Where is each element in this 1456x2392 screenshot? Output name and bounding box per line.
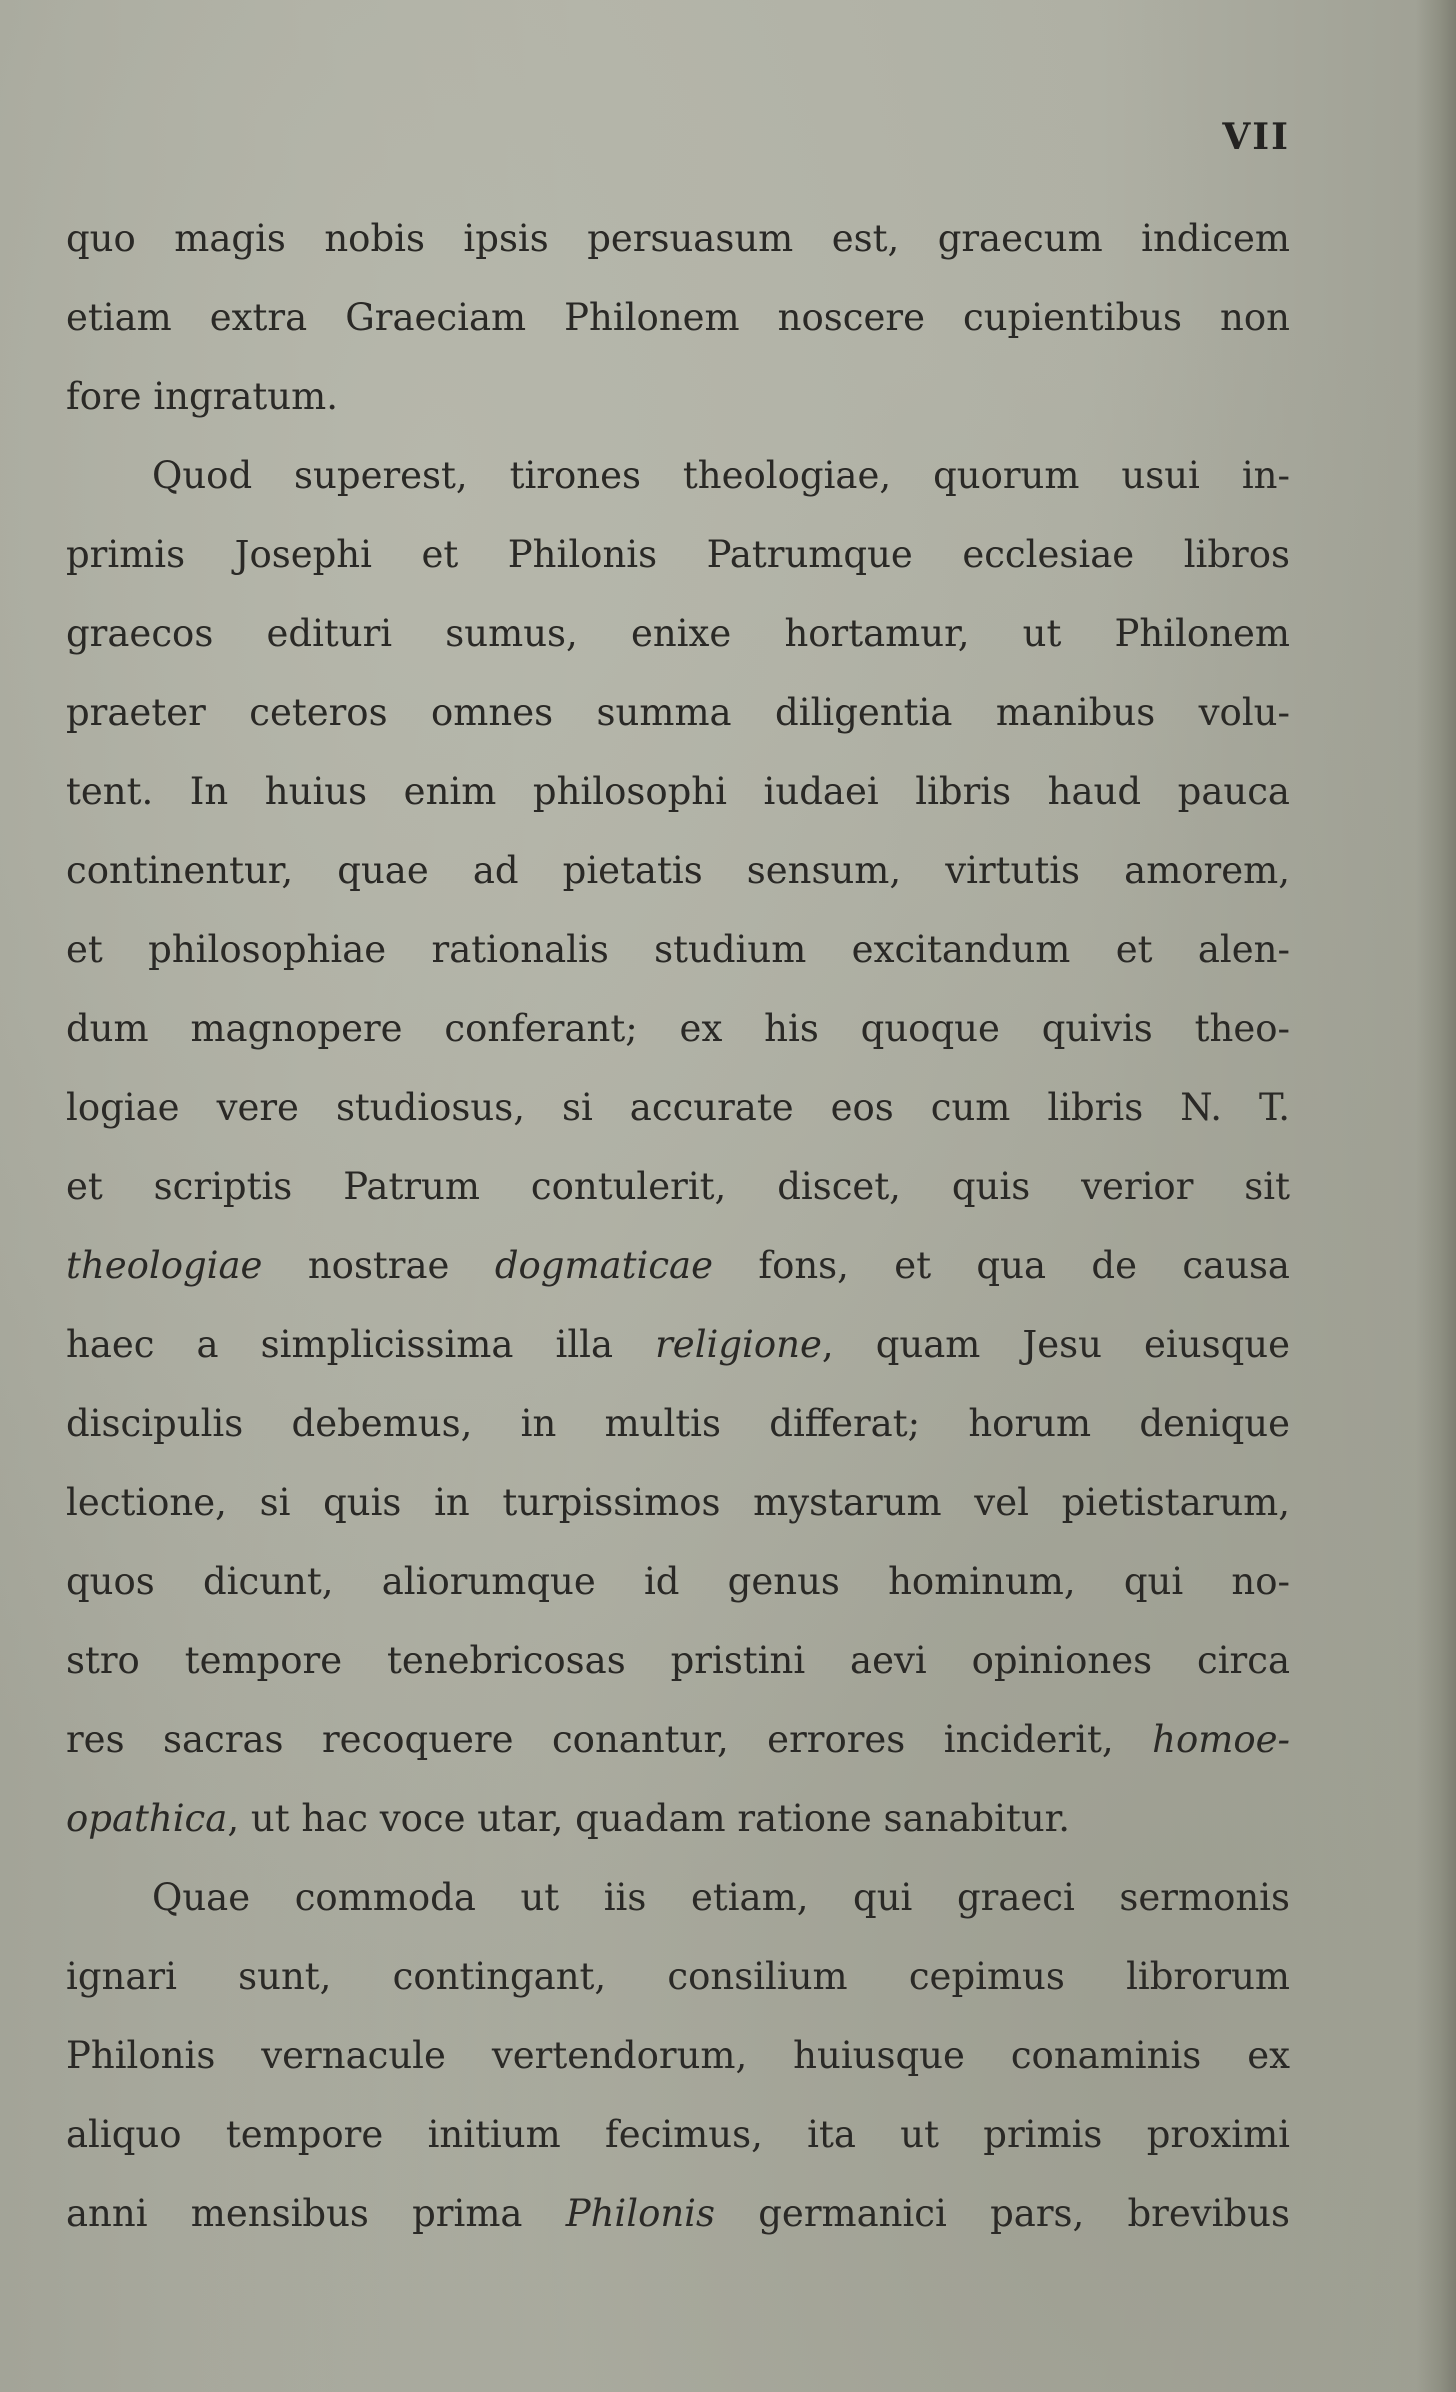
italic-term: opathica bbox=[66, 1797, 228, 1840]
text-line: etiam extra Graeciam Philonem noscere cupientibus non bbox=[66, 296, 1290, 339]
text-line: dum magnopere conferant; ex his quoque quivis theo- bbox=[66, 1007, 1290, 1050]
text-line: stro tempore tenebricosas pristini aevi opiniones circa bbox=[66, 1639, 1290, 1682]
text-line: graecos edituri sumus, enixe hortamur, ut Philonem bbox=[66, 612, 1290, 655]
text-run: germanici pars, brevibus bbox=[715, 2192, 1290, 2235]
text-line: tent. In huius enim philosophi iudaei libris haud pauca bbox=[66, 770, 1290, 813]
text-run: , quam Jesu eiusque bbox=[821, 1323, 1290, 1366]
text-line: aliquo tempore initium fecimus, ita ut primis proximi bbox=[66, 2113, 1290, 2156]
text-line: ignari sunt, contingant, consilium cepimus librorum bbox=[66, 1955, 1290, 1998]
text-run: haec a simplicissima illa bbox=[66, 1323, 656, 1366]
text-line bbox=[66, 2181, 1290, 2260]
italic-term: dogmaticae bbox=[494, 1244, 713, 1287]
text-line: lectione, si quis in turpissimos mystarum vel pietistarum, bbox=[66, 1481, 1290, 1524]
text-run: anni mensibus prima bbox=[66, 2192, 566, 2235]
text-line bbox=[66, 1786, 1290, 1865]
text-line bbox=[66, 1312, 1290, 1391]
text-line: logiae vere studiosus, si accurate eos cum libris N. T. bbox=[66, 1086, 1290, 1129]
text-line: discipulis debemus, in multis differat; horum denique bbox=[66, 1402, 1290, 1445]
body-text bbox=[66, 206, 1290, 2260]
text-line: primis Josephi et Philonis Patrumque ecclesiae libros bbox=[66, 533, 1290, 576]
italic-term: theologiae bbox=[66, 1244, 263, 1287]
text-line: et philosophiae rationalis studium excitandum et alen- bbox=[66, 928, 1290, 971]
text-line: continentur, quae ad pietatis sensum, virtutis amorem, bbox=[66, 849, 1290, 892]
text-run: , ut hac voce utar, quadam ratione sanabitur. bbox=[227, 1797, 1071, 1840]
text-line: Philonis vernacule vertendorum, huiusque conaminis ex bbox=[66, 2034, 1290, 2077]
text-line: praeter ceteros omnes summa diligentia manibus volu- bbox=[66, 691, 1290, 734]
text-line: quos dicunt, aliorumque id genus hominum, qui no- bbox=[66, 1560, 1290, 1603]
italic-term: religione bbox=[655, 1323, 822, 1366]
text-line: Quod superest, tirones theologiae, quorum usui in- bbox=[152, 454, 1290, 497]
paragraph-2 bbox=[66, 443, 1290, 1865]
text-line: quo magis nobis ipsis persuasum est, graecum indicem bbox=[66, 217, 1290, 260]
italic-term: Philonis bbox=[565, 2192, 716, 2235]
text-line bbox=[66, 1707, 1290, 1786]
text-line: fore ingratum. bbox=[66, 375, 338, 418]
text-run: nostrae bbox=[262, 1244, 495, 1287]
text-line: et scriptis Patrum contulerit, discet, quis verior sit bbox=[66, 1165, 1290, 1208]
text-line: Quae commoda ut iis etiam, qui graeci sermonis bbox=[152, 1876, 1290, 1919]
paragraph-1 bbox=[66, 206, 1290, 443]
text-line bbox=[66, 1233, 1290, 1312]
paragraph-3 bbox=[66, 1865, 1290, 2260]
page-edge-shadow bbox=[1416, 0, 1456, 2392]
text-run: res sacras recoquere conantur, errores inciderit, bbox=[66, 1718, 1153, 1761]
text-run: fons, et qua de causa bbox=[713, 1244, 1290, 1287]
page-number: VII bbox=[1222, 116, 1290, 158]
italic-term: homoe- bbox=[1152, 1718, 1290, 1761]
